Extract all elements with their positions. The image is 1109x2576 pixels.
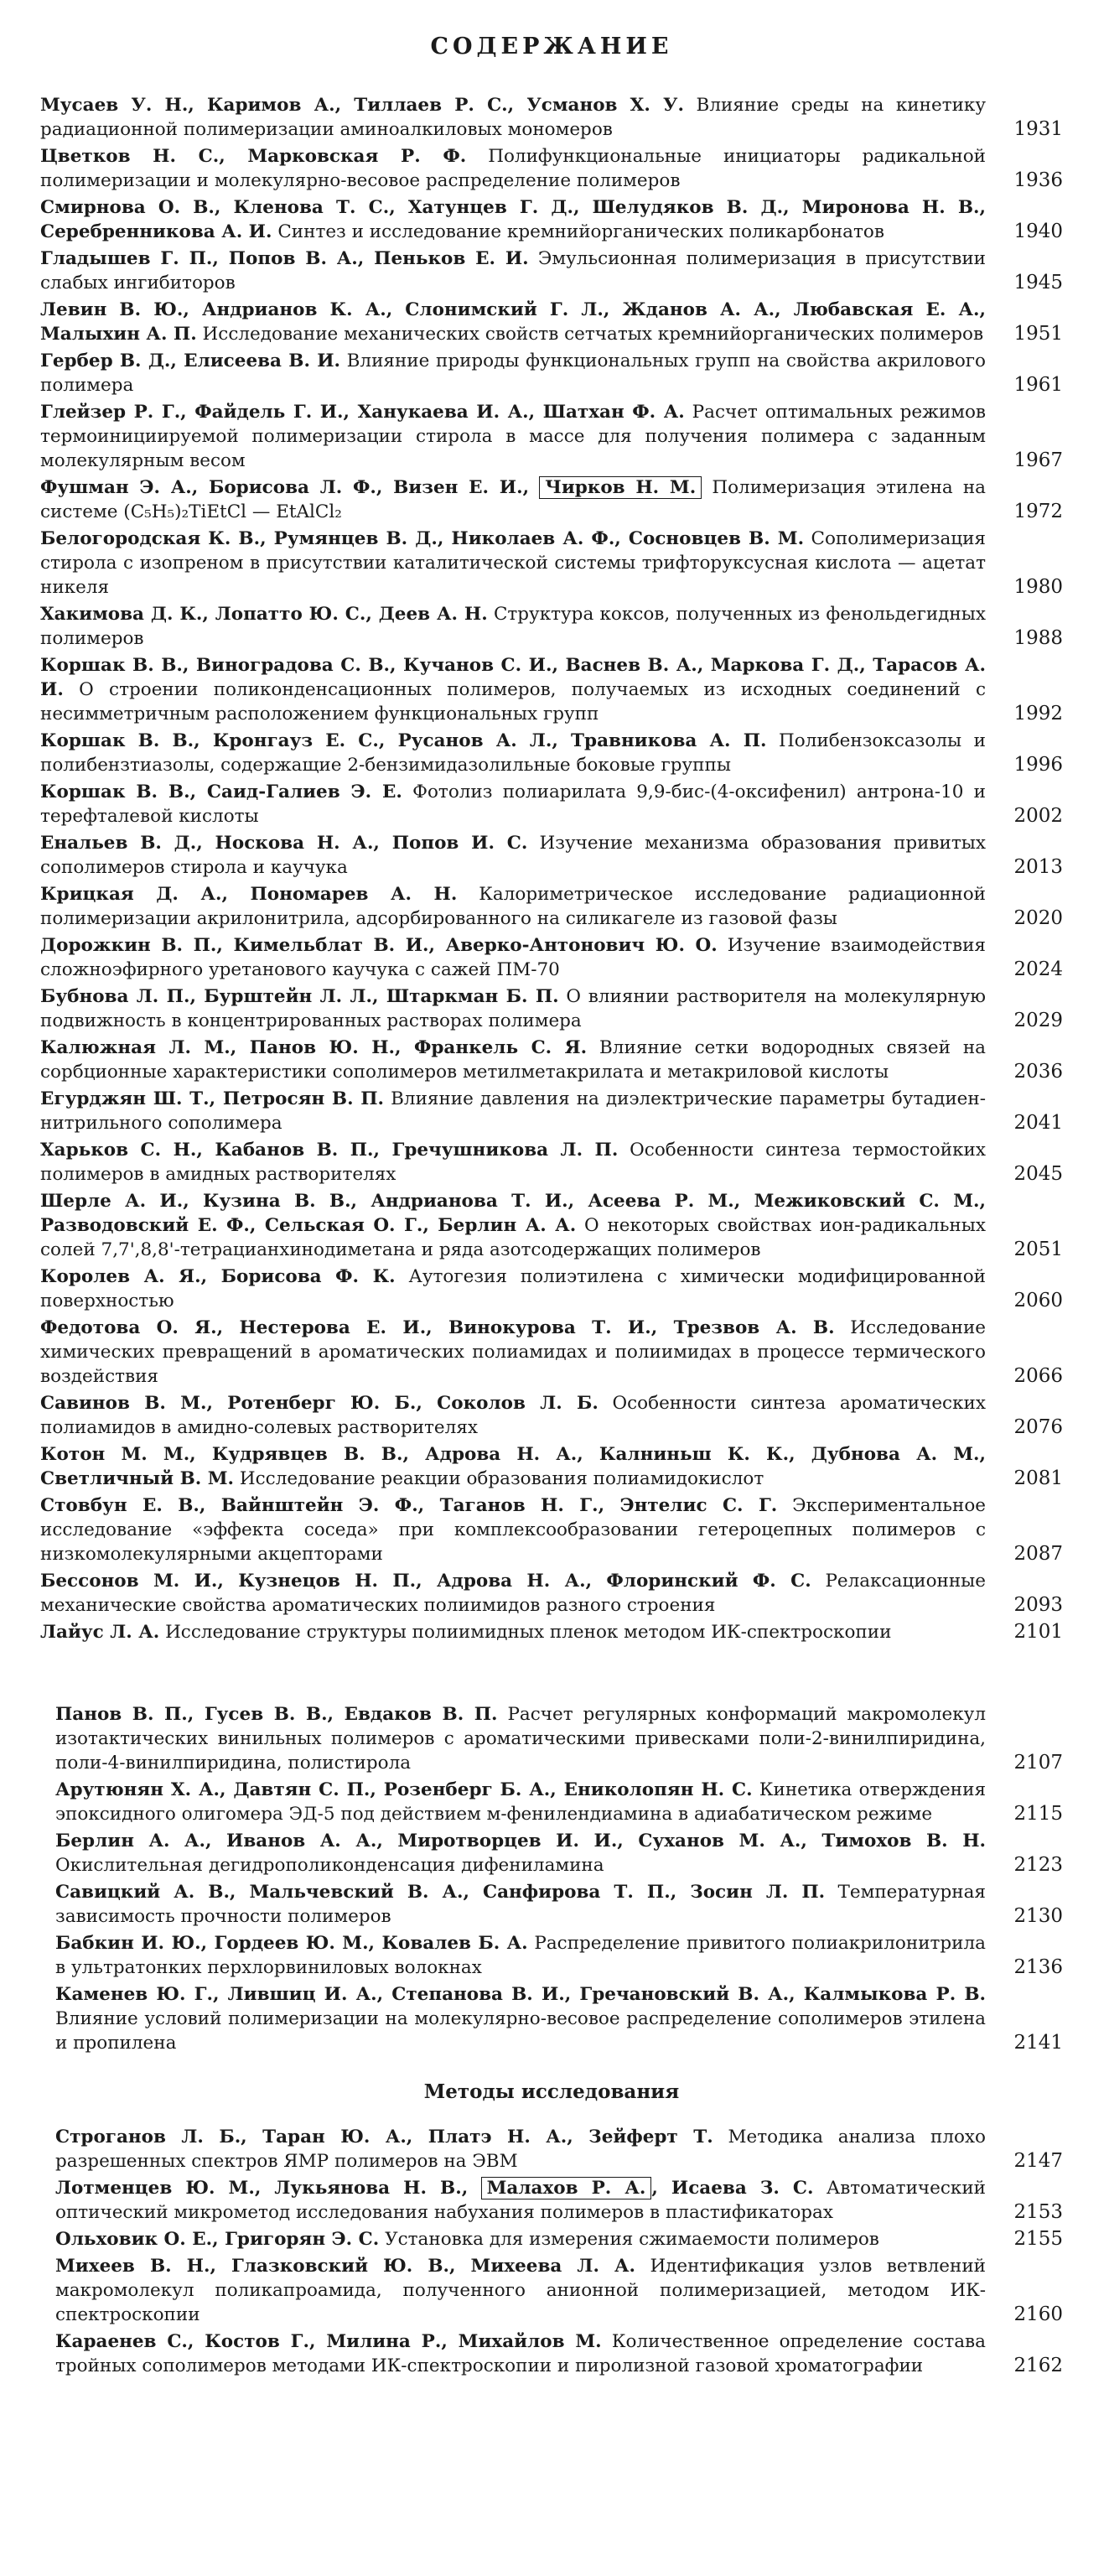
entry-page-number: 2136 — [1013, 1956, 1063, 1978]
toc-entry — [40, 93, 1063, 142]
entry-page-number: 1961 — [1013, 374, 1063, 396]
toc-entry — [40, 1620, 1063, 1644]
entry-title: Изучение взаимодействия сложноэфирного уретанового каучука с сажей ПМ-70 — [40, 935, 986, 980]
entry-authors: Панов В. П., Гусев В. В., Евдаков В. П. — [55, 1704, 498, 1725]
toc-entry — [40, 1189, 1063, 1262]
entry-title: Влияние среды на кинетику радиационной полимеризации аминоалкиловых мономеров — [40, 95, 987, 140]
entry-title: Влияние природы функциональных групп на свойства акрилового полимера — [40, 351, 986, 396]
entry-title: Установка для измерения сжимаемости полимеров — [385, 2229, 879, 2250]
toc-entry — [40, 247, 1063, 295]
entry-authors: Фушман Э. А., Борисова Л. Ф., Визен Е. И., — [40, 477, 530, 498]
entry-page-number: 2041 — [1013, 1112, 1063, 1134]
toc-entry — [40, 349, 1063, 397]
toc-entry — [40, 933, 1063, 982]
entry-title: Количественное определение состава тройных сополимеров методами ИК-спектроскопии и пиролизной газовой хроматографии — [55, 2331, 986, 2376]
entry-authors: Лотменцев Ю. М., Лукьянова Н. В., — [55, 2178, 469, 2199]
entry-title: Сополимеризация стирола с изопреном в присутствии каталитической системы трифторуксусная кислота — ацетат никеля — [40, 528, 986, 598]
entry-page-number: 1967 — [1013, 449, 1063, 471]
entry-authors: Хакимова Д. К., Лопатто Ю. С., Деев А. Н. — [40, 604, 488, 625]
entry-authors: Бессонов М. И., Кузнецов Н. П., Адрова Н. А., Флоринский Ф. С. — [40, 1571, 811, 1592]
toc-entry — [40, 400, 1063, 473]
toc-page — [40, 34, 1063, 2381]
toc-entry — [40, 1036, 1063, 1084]
toc-entry — [55, 1829, 1063, 1877]
entry-page-number: 2060 — [1013, 1290, 1063, 1311]
toc-entry — [40, 1391, 1063, 1440]
entry-authors: Бабкин И. Ю., Гордеев Ю. М., Ковалев Б. А. — [55, 1933, 528, 1954]
entry-page-number: 2107 — [1013, 1752, 1063, 1774]
entry-title: Исследование механических свойств сетчатых кремнийорганических полимеров — [202, 324, 984, 345]
toc-entry — [40, 1493, 1063, 1566]
entry-authors: Гладышев Г. П., Попов В. А., Пеньков Е. И. — [40, 248, 529, 269]
page-heading: СОДЕРЖАНИЕ — [430, 34, 673, 60]
entry-page-number: 2101 — [1013, 1621, 1063, 1643]
entry-title: Распределение привитого полиакрилонитрила в ультратонких перхлорвиниловых волокнах — [55, 1933, 986, 1978]
entry-title: Влияние сетки водородных связей на сорбционные характеристики сополимеров метилметакрилата и метакриловой кислоты — [40, 1037, 986, 1083]
entry-authors: Смирнова О. В., Кленова Т. С., Хатунцев Г. Д., Шелудяков В. Д., Миронова Н. В., Серебренникова А. И. — [40, 197, 986, 242]
entry-page-number: 1940 — [1013, 221, 1063, 242]
entry-title: О влиянии растворителя на молекулярную подвижность в концентрированных растворах полимера — [40, 986, 987, 1031]
entry-authors: Коршак В. В., Виноградова С. В., Кучанов С. И., Васнев В. А., Маркова Г. Д., Тарасов А. И. — [40, 655, 986, 700]
entry-authors: Егурджян Ш. Т., Петросян В. П. — [40, 1088, 385, 1109]
toc-entry — [55, 1778, 1063, 1826]
entry-page-number: 2153 — [1013, 2201, 1063, 2223]
entry-page-number: 2141 — [1013, 2032, 1063, 2054]
toc-entry — [40, 475, 1063, 524]
entry-authors: Котон М. М., Кудрявцев В. В., Адрова Н. А., Калниньш К. К., Дубнова А. М., Светличный В. М. — [40, 1444, 986, 1489]
toc-entry — [40, 780, 1063, 828]
toc-entry — [55, 1702, 1063, 1775]
entry-page-number: 1945 — [1013, 272, 1063, 293]
entry-page-number: 2147 — [1013, 2150, 1063, 2172]
entry-title: Релаксационные механические свойства ароматических полиимидов разного строения — [40, 1571, 987, 1616]
entry-title: О некоторых свойствах ион-радикальных солей 7,7',8,8'-тетрацианхинодиметана и ряда азотсодержащих полимеров — [40, 1215, 986, 1260]
entry-title: Исследование структуры полиимидных пленок методом ИК-спектроскопии — [165, 1622, 892, 1643]
toc-entry — [40, 602, 1063, 651]
section-gap — [40, 1647, 1063, 1702]
entry-title: Синтез и исследование кремнийорганических поликарбонатов — [277, 221, 884, 242]
entry-authors: Глейзер Р. Г., Файдель Г. И., Ханукаева И. А., Шатхан Ф. А. — [40, 402, 685, 423]
toc-entry — [55, 2254, 1063, 2327]
toc-group-methods — [40, 2125, 1063, 2174]
entry-author-boxed: Малахов Р. А. — [481, 2177, 652, 2199]
entry-title: О строении поликонденсационных полимеров, получаемых из исходных соединений с несимметричным расположением функциональных групп — [40, 679, 986, 724]
toc-entry — [40, 882, 1063, 931]
entry-page-number: 1992 — [1013, 703, 1063, 724]
entry-page-number: 1931 — [1013, 118, 1063, 140]
toc-entry — [40, 1316, 1063, 1389]
entry-authors: Харьков С. Н., Кабанов В. П., Гречушникова Л. П. — [40, 1140, 619, 1161]
entry-title: Полимеризация этилена на системе (C₅H₅)₂TiEtCl — EtAlCl₂ — [40, 477, 986, 522]
toc-entry — [40, 1569, 1063, 1618]
toc-entry — [40, 1138, 1063, 1187]
entry-page-number: 2155 — [1013, 2228, 1063, 2250]
entry-page-number: 1988 — [1013, 627, 1063, 649]
entry-authors: Стовбун Е. В., Вайнштейн Э. Ф., Таганов Н. Г., Энтелис С. Г. — [40, 1495, 778, 1516]
toc-entry — [40, 527, 1063, 600]
entry-page-number: 2162 — [1013, 2355, 1063, 2376]
entry-title: Расчет регулярных конформаций макромолекул изотактических винильных полимеров с ароматическими привесками поли-2-винилпиридина, поли-4-винилпиридина, полистирола — [55, 1704, 986, 1774]
toc-entry — [40, 831, 1063, 880]
entry-title: Фотолиз полиарилата 9,9-бис-(4-оксифенил) антрона-10 и терефталевой кислоты — [40, 782, 986, 827]
entry-title: Окислительная дегидрополиконденсация дифениламина — [55, 1855, 604, 1876]
entry-page-number: 2013 — [1013, 856, 1063, 878]
entry-page-number: 1996 — [1013, 754, 1063, 776]
entry-authors: Берлин А. А., Иванов А. А., Миротворцев И. И., Суханов М. А., Тимохов В. Н. — [55, 1831, 986, 1852]
entry-page-number: 2024 — [1013, 958, 1063, 980]
entry-title: Эмульсионная полимеризация в присутствии слабых ингибиторов — [40, 248, 986, 293]
entry-authors: Левин В. Ю., Андрианов К. А., Слонимский Г. Л., Жданов А. А., Любавская Е. А., Малыхин А. П. — [40, 299, 986, 345]
entry-page-number: 2087 — [1013, 1543, 1063, 1565]
entry-title: Структура коксов, полученных из фенольдегидных полимеров — [40, 604, 986, 649]
entry-authors: Цветков Н. С., Марковская Р. Ф. — [40, 146, 467, 167]
entry-title: Влияние условий полимеризации на молекулярно-весовое распределение сополимеров этилена и пропилена — [55, 2008, 986, 2054]
toc-group-methods-cont — [40, 2227, 1063, 2378]
entry-authors: Дорожкин В. П., Кимельблат В. И., Аверко-Антонович Ю. О. — [40, 935, 718, 956]
entry-title: Особенности синтеза термостойких полимеров в амидных растворителях — [40, 1140, 986, 1185]
entry-page-number: 1951 — [1013, 323, 1063, 345]
toc-entry — [55, 1982, 1063, 2055]
toc-entry — [40, 144, 1063, 193]
entry-authors: Енальев В. Д., Носкова Н. А., Попов И. С. — [40, 833, 528, 854]
entry-title: Полибензоксазолы и полибензтиазолы, содержащие 2-бензимидазолильные боковые группы — [40, 730, 986, 776]
entry-title: Изучение механизма образования привитых сополимеров стирола и каучука — [40, 833, 986, 878]
toc-entry — [55, 2227, 1063, 2251]
entry-title: Исследование химических превращений в ароматических полиамидах и полиимидах в процессе термического воздействия — [40, 1317, 986, 1387]
toc-entry — [40, 653, 1063, 726]
entry-authors: Мусаев У. Н., Каримов А., Тиллаев Р. С., Усманов Х. У. — [40, 95, 684, 116]
entry-title: Кинетика отверждения эпоксидного олигомера ЭД-5 под действием м-фенилендиамина в адиабатическом режиме — [55, 1779, 987, 1825]
toc-entry — [55, 1880, 1063, 1929]
entry-authors-after: , Исаева З. С. — [651, 2178, 814, 2199]
entry-page-number: 2002 — [1013, 805, 1063, 827]
entry-title: Автоматический оптический микрометод исследования набухания полимеров в пластификаторах — [55, 2178, 986, 2223]
entry-title: Экспериментальное исследование «эффекта соседа» при комплексообразовании гетероцепных полимеров с низкомолекулярными акцепторами — [40, 1495, 986, 1565]
entry-authors: Крицкая Д. А., Пономарев А. Н. — [40, 884, 458, 905]
toc-entry — [40, 984, 1063, 1033]
entry-authors: Королев А. Я., Борисова Ф. К. — [40, 1266, 396, 1287]
toc-entry — [55, 2329, 1063, 2378]
entry-authors: Савицкий А. В., Мальчевский В. А., Санфирова Т. П., Зосин Л. П. — [55, 1882, 826, 1903]
entry-page-number: 1936 — [1013, 169, 1063, 191]
entry-authors: Ольховик О. Е., Григорян Э. С. — [55, 2229, 380, 2250]
entry-authors: Лайус Л. А. — [40, 1622, 160, 1643]
entry-title: Идентификация узлов ветвлений макромолекул поликапроамида, полученного анионной полимеризацией, методом ИК-спектроскопии — [55, 2256, 986, 2325]
toc-group-main-cont — [40, 527, 1063, 1644]
entry-authors: Калюжная Л. М., Панов Ю. Н., Франкель С. Я. — [40, 1037, 588, 1058]
entry-title: Температурная зависимость прочности полимеров — [55, 1882, 986, 1927]
entry-authors: Гербер В. Д., Елисеева В. И. — [40, 351, 340, 371]
toc-entry — [40, 1265, 1063, 1313]
entry-authors: Белогородская К. В., Румянцев В. Д., Николаев А. Ф., Сосновцев В. М. — [40, 528, 805, 549]
entry-page-number: 2045 — [1013, 1163, 1063, 1185]
toc-entry — [55, 2125, 1063, 2174]
entry-title: Полифункциональные инициаторы радикальной полимеризации и молекулярно-весовое распределение полимеров — [40, 146, 986, 191]
entry-page-number: 2036 — [1013, 1061, 1063, 1083]
toc-entry — [40, 195, 1063, 244]
entry-authors: Строганов Л. Б., Таран Ю. А., Платэ Н. А., Зейферт Т. — [55, 2127, 713, 2148]
entry-page-number: 2076 — [1013, 1416, 1063, 1438]
entry-title: Особенности синтеза ароматических полиамидов в амидно-солевых растворителях — [40, 1393, 986, 1438]
entry-page-number: 2051 — [1013, 1239, 1063, 1260]
section-title-methods: Методы исследования — [423, 2080, 680, 2103]
entry-authors: Шерле А. И., Кузина В. В., Андрианова Т. И., Асеева Р. М., Межиковский С. М., Разводовский Е. Ф., Сельская О. Г., Берлин А. А. — [40, 1191, 986, 1236]
entry-authors: Караенев С., Костов Г., Милина Р., Михайлов М. — [55, 2331, 602, 2352]
entry-authors: Бубнова Л. П., Бурштейн Л. Л., Штаркман Б. П. — [40, 986, 559, 1007]
entry-page-number: 2029 — [1013, 1010, 1063, 1031]
toc-entry — [40, 729, 1063, 777]
entry-authors: Савинов В. М., Ротенберг Ю. Б., Соколов Л. Б. — [40, 1393, 599, 1414]
entry-page-number: 2066 — [1013, 1365, 1063, 1387]
entry-page-number: 2160 — [1013, 2303, 1063, 2325]
toc-entry — [40, 1087, 1063, 1135]
entry-title: Калориметрическое исследование радиационной полимеризации акрилонитрила, адсорбированного на силикагеле из газовой фазы — [40, 884, 987, 929]
entry-page-number: 1972 — [1013, 501, 1063, 522]
entry-page-number: 2081 — [1013, 1467, 1063, 1489]
entry-page-number: 1980 — [1013, 576, 1063, 598]
entry-title: Методика анализа плохо разрешенных спектров ЯМР полимеров на ЭВМ — [55, 2127, 987, 2172]
entry-page-number: 2130 — [1013, 1905, 1063, 1927]
entry-authors: Коршак В. В., Кронгауз Е. С., Русанов А. Л., Травникова А. П. — [40, 730, 767, 751]
entry-page-number: 2115 — [1013, 1803, 1063, 1825]
entry-authors: Михеев В. Н., Глазковский Ю. В., Михеева Л. А. — [55, 2256, 635, 2277]
entry-authors: Каменев Ю. Г., Лившиц И. А., Степанова В. И., Гречановский В. А., Калмыкова Р. В. — [55, 1984, 986, 2005]
toc-entry — [40, 298, 1063, 346]
entry-page-number: 2020 — [1013, 907, 1063, 929]
entry-title: Исследование реакции образования полиамидокислот — [239, 1468, 764, 1489]
entry-title: Влияние давления на диэлектрические параметры бутадиен-нитрильного сополимера — [40, 1088, 987, 1134]
entry-page-number: 2123 — [1013, 1854, 1063, 1876]
entry-authors: Федотова О. Я., Нестерова Е. И., Винокурова Т. И., Трезвов А. В. — [40, 1317, 835, 1338]
entry-authors: Коршак В. В., Саид-Галиев Э. Е. — [40, 782, 402, 802]
toc-entry — [55, 1931, 1063, 1980]
entry-title: Расчет оптимальных режимов термоинициируемой полимеризации стирола в массе для получения полимера с заданным молекулярным весом — [40, 402, 986, 471]
toc-group-main — [40, 93, 1063, 473]
entry-title: Аутогезия полиэтилена с химически модифицированной поверхностью — [40, 1266, 986, 1311]
toc-entry — [55, 2176, 1063, 2225]
toc-group-second — [40, 1702, 1063, 2055]
entry-page-number: 2093 — [1013, 1594, 1063, 1616]
entry-author-boxed: Чирков Н. М. — [539, 476, 702, 499]
entry-authors: Арутюнян Х. А., Давтян С. П., Розенберг Б. А., Ениколопян Н. С. — [55, 1779, 753, 1800]
toc-entry — [40, 1442, 1063, 1491]
